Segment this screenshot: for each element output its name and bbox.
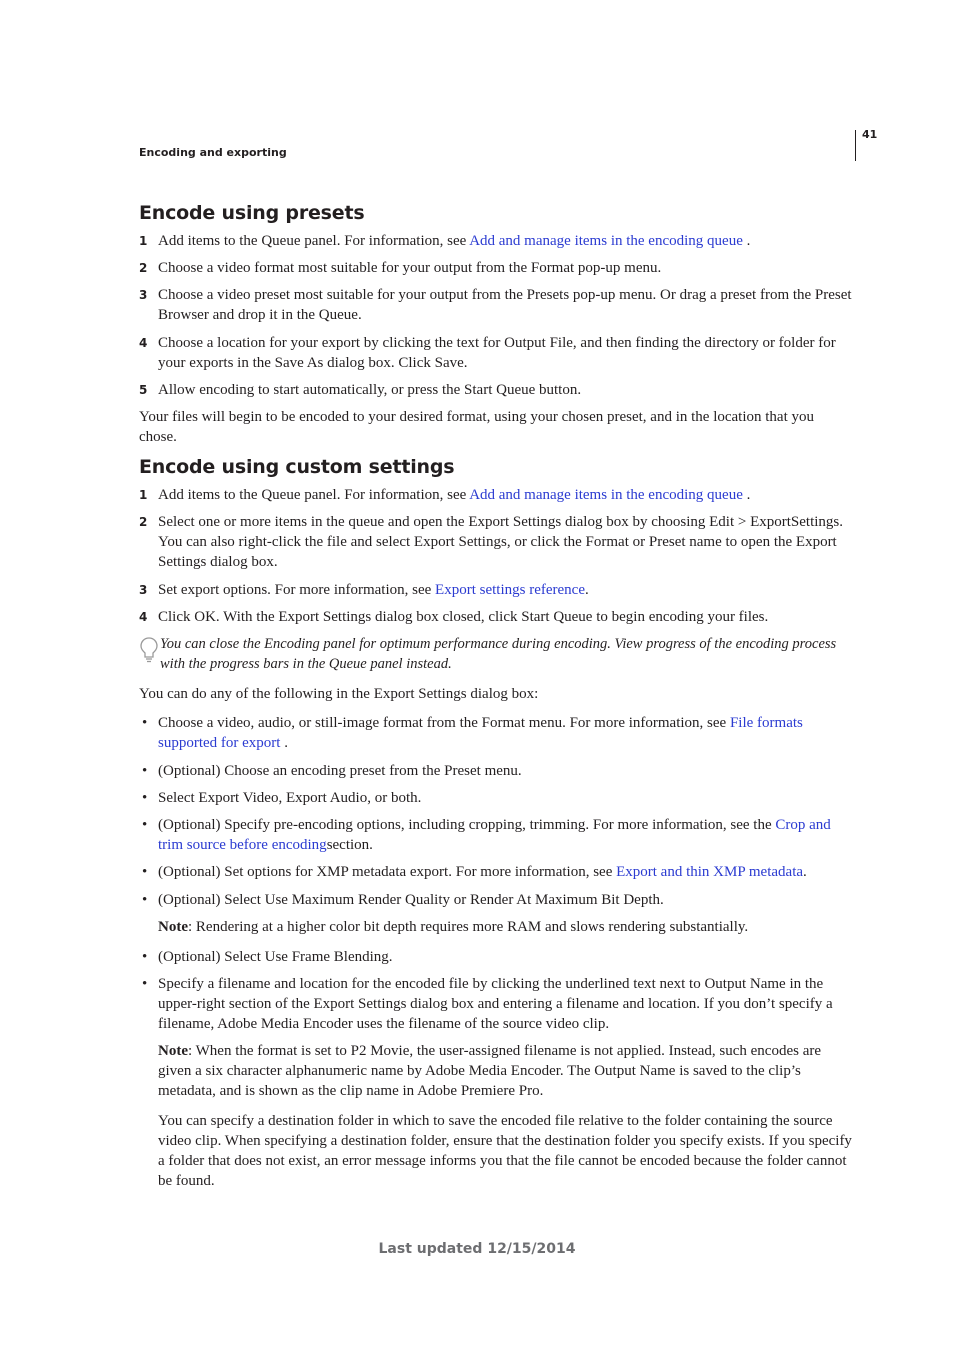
step-item	[139, 258, 854, 278]
step-text-tail: .	[742, 233, 751, 249]
tip-box	[139, 634, 854, 674]
step-number: 5	[139, 383, 148, 397]
bullet-item	[139, 788, 854, 808]
step-item	[139, 285, 854, 325]
step-number: 4	[139, 336, 148, 350]
header-divider	[855, 130, 856, 161]
link-export-settings-reference[interactable]: Export settings reference	[435, 582, 585, 598]
link-crop-trim[interactable]: Crop and trim source before encoding	[158, 817, 831, 853]
step-item	[139, 607, 854, 627]
bullet-item	[139, 974, 854, 1034]
step-text: Set export options. For more information, see	[158, 582, 436, 598]
step-number: 3	[139, 583, 148, 597]
running-header: Encoding and exporting	[139, 146, 287, 159]
section-heading-custom: Encode using custom settings	[139, 456, 455, 478]
note-paragraph	[158, 1041, 854, 1101]
bullet-item	[139, 862, 854, 882]
bullet-text: (Optional) Set options for XMP metadata export. For more information, see	[158, 864, 617, 880]
folder-paragraph: You can specify a destination folder in which to save the encoded file relative to the folder containing the source video clip. When specifying a destination folder, ensure that the destination folder you specify exists. If you specify a folder that does not exist, an error message informs you that the file cannot be encoded because the folder cannot be found.	[158, 1113, 852, 1189]
step-text: Add items to the Queue panel. For information, see	[158, 233, 470, 249]
bullet-item	[139, 890, 854, 910]
step-item	[139, 485, 854, 505]
bullet-text-tail: section.	[326, 837, 373, 853]
step-number: 4	[139, 610, 148, 624]
bullet-marker: •	[142, 715, 148, 731]
link-file-formats[interactable]: File formats supported for export	[158, 715, 803, 751]
bullet-text: (Optional) Choose an encoding preset from the Preset menu.	[158, 763, 522, 779]
link-xmp-metadata[interactable]: Export and thin XMP metadata	[616, 864, 804, 880]
step-number: 1	[139, 488, 148, 502]
note-text: : Rendering at a higher color bit depth requires more RAM and slows rendering substantially.	[188, 919, 749, 935]
step-number: 3	[139, 288, 148, 302]
step-text: Click OK. With the Export Settings dialog box closed, click Start Queue to begin encoding your files.	[158, 609, 769, 625]
bullet-item	[139, 947, 854, 967]
note-paragraph	[158, 917, 854, 937]
step-item	[139, 333, 854, 373]
lightbulb-icon	[139, 634, 159, 670]
step-text: Choose a video format most suitable for your output from the Format pop-up menu.	[158, 260, 662, 276]
step-text: Choose a location for your export by clicking the text for Output File, and then finding the directory or folder for your exports in the Save As dialog box. Click Save.	[158, 335, 836, 371]
bullet-text: Select Export Video, Export Audio, or both.	[158, 790, 422, 806]
step-item	[139, 231, 854, 251]
bullet-text: Choose a video, audio, or still-image format from the Format menu. For more information, see	[158, 715, 730, 731]
bullet-marker: •	[142, 864, 148, 880]
bullet-marker: •	[142, 949, 148, 965]
bullet-marker: •	[142, 892, 148, 908]
step-item	[139, 512, 854, 572]
page-number: 41	[862, 128, 878, 141]
bullet-item	[139, 713, 854, 753]
note-label: Note	[158, 1043, 188, 1059]
bullet-text: (Optional) Select Use Frame Blending.	[158, 949, 393, 965]
last-updated-footer: Last updated 12/15/2014	[378, 1241, 576, 1257]
step-text: Add items to the Queue panel. For information, see	[158, 487, 470, 503]
section-heading-presets: Encode using presets	[139, 202, 365, 224]
closing-paragraph: Your files will begin to be encoded to your desired format, using your chosen preset, and in the location that you chose.	[139, 409, 814, 445]
step-text-tail: .	[742, 487, 751, 503]
bullet-text: (Optional) Select Use Maximum Render Quality or Render At Maximum Bit Depth.	[158, 892, 664, 908]
step-item	[139, 380, 854, 400]
bullet-item	[139, 761, 854, 781]
note-text: : When the format is set to P2 Movie, the user-assigned filename is not applied. Instead, such encodes are given a six character alphanumeric name by Adobe Media Encoder. The Output Name is saved to the clip’s metadata, and is shown as the clip name in Adobe Premiere Pro.	[158, 1043, 822, 1099]
step-number: 2	[139, 515, 148, 529]
bullet-marker: •	[142, 976, 148, 992]
bullet-text: Specify a filename and location for the encoded file by clicking the underlined text next to Output Name in the upper-right section of the Export Settings dialog box and entering a filename and location. If you don’t specify a filename, Adobe Media Encoder uses the filename of the source video clip.	[158, 976, 833, 1032]
bullet-marker: •	[142, 817, 148, 833]
bullet-item	[139, 815, 854, 855]
bullet-text: (Optional) Specify pre-encoding options, including cropping, trimming. For more information, see the	[158, 817, 776, 833]
note-label: Note	[158, 919, 188, 935]
bullet-marker: •	[142, 763, 148, 779]
step-text: Allow encoding to start automatically, or press the Start Queue button.	[158, 382, 582, 398]
bullet-text-tail: .	[803, 864, 807, 880]
intro-paragraph: You can do any of the following in the Export Settings dialog box:	[139, 686, 539, 702]
step-text: Choose a video preset most suitable for your output from the Presets pop-up menu. Or drag a preset from the Preset Browser and drop it in the Queue.	[158, 287, 852, 323]
step-text: Select one or more items in the queue and open the Export Settings dialog box by choosing Edit > ExportSettings. You can also right-click the file and select Export Settings, or click the Format or Preset name to open the Export Settings dialog box.	[158, 514, 844, 570]
bullet-text-tail: .	[280, 735, 288, 751]
link-add-manage-queue[interactable]: Add and manage items in the encoding queue	[469, 233, 743, 249]
step-text-tail: .	[584, 582, 589, 598]
step-number: 2	[139, 261, 148, 275]
bullet-marker: •	[142, 790, 148, 806]
link-add-manage-queue[interactable]: Add and manage items in the encoding queue	[469, 487, 743, 503]
step-number: 1	[139, 234, 148, 248]
tip-text: You can close the Encoding panel for optimum performance during encoding. View progress of the encoding process with the progress bars in the Queue panel instead.	[160, 636, 837, 672]
step-item	[139, 580, 854, 600]
